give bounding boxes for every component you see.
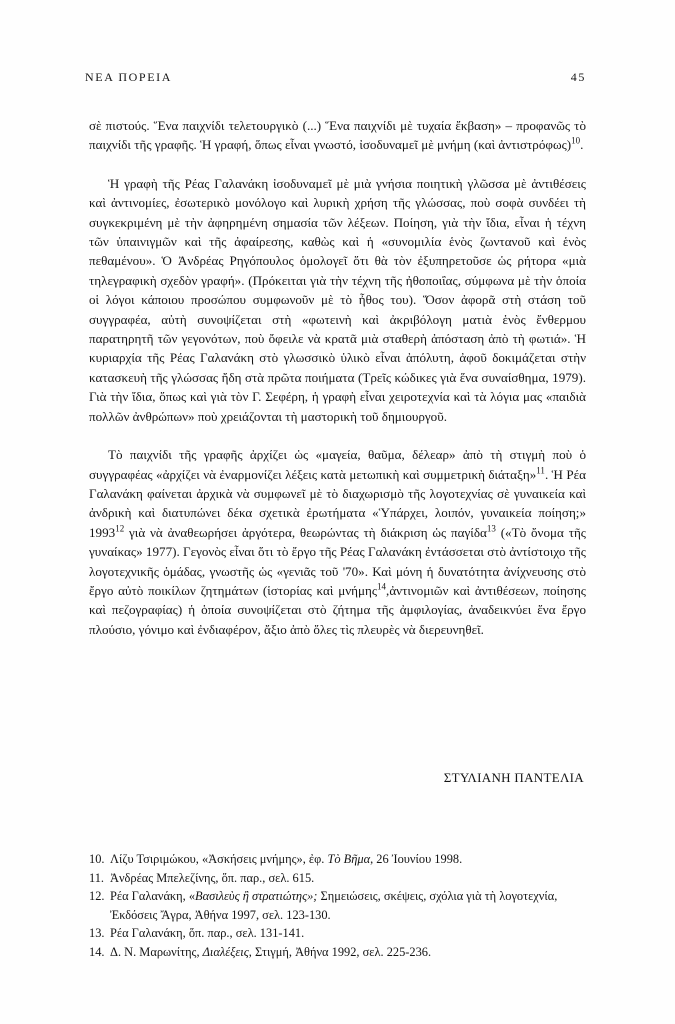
footnote-title: Βασιλεὺς ἢ στρατιώτης»;: [195, 889, 318, 904]
text-run: Ἡ γραφὴ τῆς Ρέας Γαλανάκη ἰσοδυναμεῖ μὲ μιὰ γνήσια ποιητικὴ γλῶσσα μὲ ἀντιθέσεις καὶ ἀντινομίες, ἐσωτερικὸ μονόλογο καὶ λυρικὴ χρήση τῆς γλώσσας, ποὺ σοφὰ συνδέει τὴ συγκεκριμένη μὲ τὴν ἀφηρημένη σημασία τῶν λέξεων. Ποίηση, γιὰ τὴν ἴδια, εἶναι ἡ τέχνη τῶν ὑπαινιγμῶν καὶ τῆς ἀφαίρεσης, καθὼς καὶ ἡ «συνομιλία ἑνὸς ζωντανοῦ καὶ ἑνὸς πεθαμένου». Ὁ Ἀνδρέας Ρηγόπουλος ὁμολογεῖ ὅτι θὰ τὸν ἐξυπηρετοῦσε ὡς ρήτορα «μιὰ τηλεγραφικὴ σχεδὸν γραφή». (Πρόκειται γιὰ τὴν τέχνη τῆς ἠθοποιΐας, σύμφωνα μὲ τὴν ὁποία οἱ λόγοι κάποιου προσώπου συμφωνοῦν μὲ τὸ ἦθος του). Ὅσον ἀφορᾶ στὴ στάση τοῦ συγγραφέα, αὐτὴ συνοψίζεται στὴ «φωτεινὴ καὶ ἀκριβόλογη ματιὰ ἑνὸς ἔνθερμου παρατηρητῆ τῶν γεγονότων, ποὺ ὄφειλε νὰ κρατᾶ μιὰ σταθερὴ ἀπόσταση ἀπὸ τὴ φωτιά». Ἡ κυριαρχία τῆς Ρέας Γαλανάκη στὸ γλωσσικὸ ὑλικὸ εἶναι ἀπόλυτη, ἀφοῦ δοκιμάζεται στὴν κατασκευὴ τῆς γλώσσας ἤδη στὰ πρῶτα ποιήματα (Τρεῖς κώδικες γιὰ ἕνα συναίσθημα, 1979). Γιὰ τὴν ἴδια, ὅπως καὶ γιὰ τὸν Γ. Σεφέρη, ἡ γραφὴ εἶναι χειροτεχνία καὶ τὰ λόγια μας «παιδιὰ πολλῶν ἀνθρώπων» ποὺ χρειάζονται τὴ μαστορικὴ τοῦ δημιουργοῦ.: [89, 175, 586, 424]
text-run: («Τὸ ὄνομα τῆς γυναίκας» 1977). Γεγονὸς εἶναι ὅτι τὸ ἔργο τῆς Ρέας Γαλανάκη ἐντάσσεται στὸ ἀντίστοιχο τῆς λογοτεχνικῆς ὁμάδας, γνωστῆς ὡς «γενιᾶς τοῦ '70». Καὶ μόνη ἡ δυνατότητα ἀνίχνευσης στὸ ἔργο αὐτὸ ποικίλων ζητημάτων (ἱστορίας καὶ μνήμης: [89, 524, 586, 598]
footnote-marker: 12: [115, 523, 125, 534]
body-paragraph: [89, 116, 586, 155]
footnote-number: 13.: [89, 926, 105, 941]
footnote-marker: 10: [571, 136, 581, 147]
footnote-title: Διαλέξεις: [202, 944, 249, 959]
text-run: ,ἀντινομιῶν καὶ ἀντιθέσεων, ποίησης καὶ πεζογραφίας) ἡ ὁποία συνοψίζεται στὸ ζήτημα τῆς ἀμφιλογίας, ἀναδεικνύει ἕνα ἔργο πλούσιο, γόνιμο καὶ ἐνδιαφέρον, ἄξιο ἀπὸ ὅλες τὶς πλευρὲς νὰ διερευνηθεῖ.: [89, 582, 586, 637]
footnote-text: , 26 Ἰουνίου 1998.: [370, 852, 463, 866]
footnote: [89, 850, 586, 869]
footnote-number: 14.: [89, 944, 105, 959]
footnote: [89, 924, 586, 943]
text-run: σὲ πιστούς. Ἕνα παιχνίδι τελετουργικὸ (...) Ἕνα παιχνίδι μὲ τυχαία ἔκβαση» – προφανῶς τὸ παιχνίδι τῆς γραφῆς. Ἡ γραφή, ὅπως εἶναι γνωστό, ἰσοδυναμεῖ μὲ μνήμη (καὶ ἀντιστρόφως): [89, 118, 586, 153]
footnote-number: 11.: [89, 870, 105, 885]
footnote-title: Τὸ Βῆμα: [327, 852, 371, 866]
footnote: [89, 887, 586, 924]
footnote-text: Ρέα Γαλανάκη, ὅπ. παρ., σελ. 131-141.: [110, 926, 305, 941]
journal-title: ΝΕΑ ΠΟΡΕΙΑ: [85, 70, 172, 84]
footnote-text: Σημειώσεις, σκέψεις, σχόλια γιὰ τὴ λογοτεχνία, Ἐκδόσεις Ἄγρα, Ἀθήνα 1997, σελ. 123-130.: [110, 889, 558, 922]
running-header: [85, 70, 586, 85]
footnote-text: Ρέα Γαλανάκη, «: [110, 889, 196, 904]
footnote-number: 10.: [89, 852, 105, 866]
page-number: 45: [570, 70, 586, 84]
text-run: . Ἡ Ρέα Γαλανάκη φαίνεται ἀρχικὰ νὰ συμφωνεῖ μὲ τὸ διαχωρισμὸ τῆς λογοτεχνίας σὲ γυναικεία καὶ ἀνδρικὴ καὶ διατυπώνει δέκα σχετικὰ ἐρωτήματα «Ὑπάρχει, λοιπόν, γυναικεία ποίηση;» 1993: [89, 466, 586, 540]
footnote-text: Δ. Ν. Μαρωνίτης,: [110, 944, 203, 959]
footnote: [89, 869, 586, 888]
footnote-number: 12.: [89, 889, 105, 904]
author-signature: ΣΤΥΛΙΑΝΗ ΠΑΝΤΕΛΙΑ: [443, 770, 584, 785]
text-run: γιὰ νὰ ἀναθεωρήσει ἀργότερα, θεωρώντας τὴ διάκριση ὡς παγίδα: [124, 524, 487, 540]
body-paragraph: [89, 445, 586, 639]
text-run: Τὸ παιχνίδι τῆς γραφῆς ἀρχίζει ὡς «μαγεία, θαῦμα, δέλεαρ» ἀπὸ τὴ στιγμὴ ποὺ ὁ συγγραφέας «ἀρχίζει νὰ ἐναρμονίζει λέξεις κατὰ μετωπικὴ καὶ συμμετρικὴ διάταξη»: [89, 447, 586, 482]
body-paragraph: [89, 174, 586, 426]
footnote-marker: 14: [377, 581, 387, 592]
footnote-text: Ἀνδρέας Μπελεζίνης, ὅπ. παρ., σελ. 615.: [110, 870, 315, 885]
footnote-marker: 13: [486, 523, 496, 534]
footnotes: [89, 850, 586, 962]
footnote: [89, 943, 586, 962]
footnote-text: , Στιγμή, Ἀθήνα 1992, σελ. 225-236.: [248, 944, 432, 959]
article-body: [89, 116, 586, 639]
footnote-text: Λίζυ Τσιριμώκου, «Ἀσκήσεις μνήμης», ἐφ.: [110, 852, 328, 866]
text-run: .: [580, 137, 584, 153]
footnote-marker: 11: [536, 465, 545, 476]
